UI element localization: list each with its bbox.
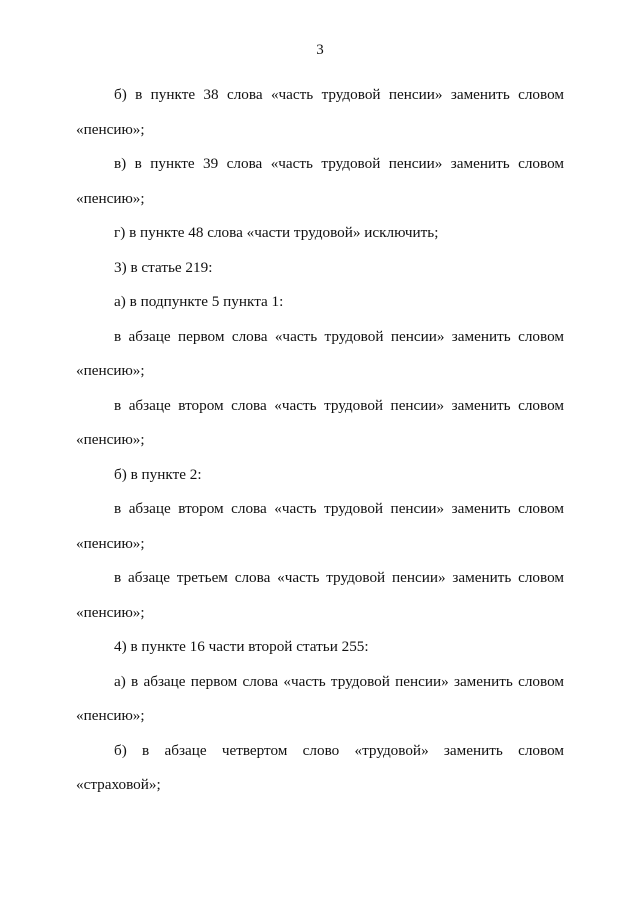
paragraph-first-abzats: в абзаце первом слова «часть трудовой пенсии» заменить словом «пенсию»; (76, 327, 564, 379)
paragraph-point-2: б) в пункте 2: (114, 465, 202, 483)
paragraph-article-255-fourth-abzats: б) в абзаце четвертом слово «трудовой» заменить словом «страховой»; (76, 741, 564, 793)
paragraph-second-abzats: в абзаце втором слова «часть трудовой пенсии» заменить словом «пенсию»; (76, 396, 564, 448)
document-body (76, 78, 564, 803)
paragraph-amend-point-38: б) в пункте 38 слова «часть трудовой пенсии» заменить словом «пенсию»; (76, 86, 564, 138)
paragraph-article-219: 3) в статье 219: (114, 258, 213, 276)
paragraph-amend-point-48: г) в пункте 48 слова «части трудовой» исключить; (114, 224, 439, 241)
page-number: 3 (316, 42, 324, 58)
paragraph-article-255-first-abzats: а) в абзаце первом слова «часть трудовой пенсии» заменить словом «пенсию»; (76, 672, 564, 724)
paragraph-article-255: 4) в пункте 16 части второй статьи 255: (114, 638, 369, 655)
paragraph-point-2-third-abzats: в абзаце третьем слова «часть трудовой пенсии» заменить словом «пенсию»; (76, 569, 564, 621)
paragraph-subpoint-5-point-1: а) в подпункте 5 пункта 1: (114, 293, 284, 310)
paragraph-point-2-second-abzats: в абзаце втором слова «часть трудовой пенсии» заменить словом «пенсию»; (76, 500, 564, 552)
paragraph-amend-point-39: в) в пункте 39 слова «часть трудовой пенсии» заменить словом «пенсию»; (76, 155, 564, 207)
